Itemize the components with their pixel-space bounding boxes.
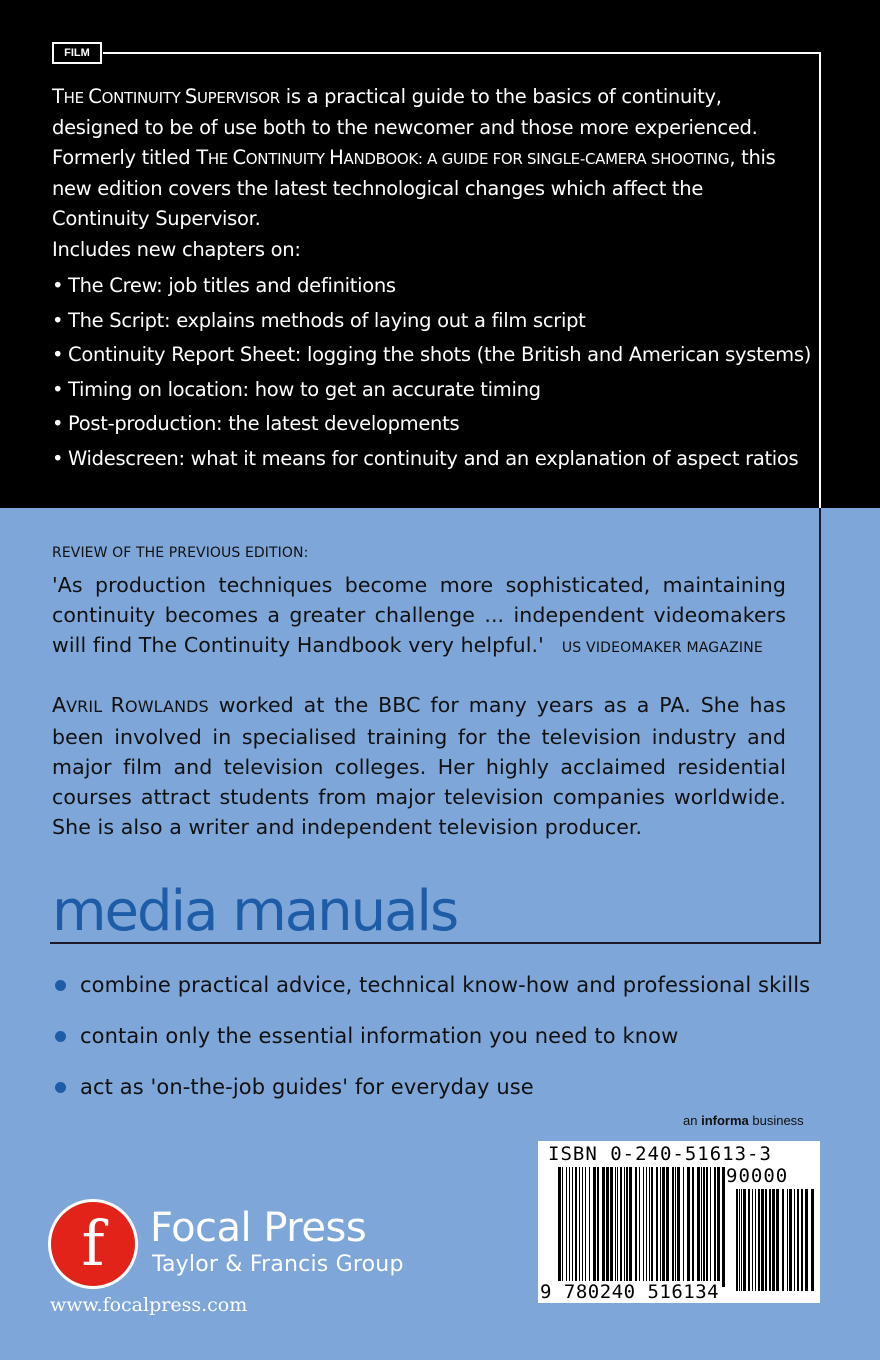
barcode-bar: [772, 1189, 775, 1291]
title-smallcaps: ONTINUITY: [101, 89, 185, 107]
author-bio: [52, 690, 786, 842]
barcode-bar: [629, 1167, 632, 1281]
review-quote: [52, 570, 786, 663]
feature-text: combine practical advice, technical know-how and professional skills: [80, 973, 811, 997]
bio-text: worked at the BBC for many years as a PA. She has been involved in specialised training for the television industry and major film and television colleges. Her highly acclaimed residential courses attract students from major television companies worldwide. She is also a writer and independent television producer.: [52, 693, 787, 839]
focal-press-logo-icon: [48, 1199, 138, 1289]
barcode-bar: [582, 1167, 583, 1281]
barcode-bar: [620, 1167, 622, 1281]
author-name-char: A: [52, 693, 67, 717]
chapter-text: The Script: explains methods of laying out a film script: [68, 308, 586, 332]
feature-text: contain only the essential information you need to know: [80, 1024, 679, 1048]
barcode-bar: [672, 1167, 674, 1281]
former-title-smallcaps: ONTINUITY: [245, 150, 330, 168]
publisher-url: www.focalpress.com: [50, 1294, 248, 1316]
bullet-icon: •: [52, 343, 64, 367]
title-char: S: [184, 85, 197, 108]
author-name-smallcaps: OWLANDS: [125, 697, 209, 716]
barcode-bar: [797, 1189, 799, 1291]
barcode-bar: [765, 1189, 767, 1291]
frame-right-line: [819, 52, 821, 508]
former-title-char: C: [232, 146, 246, 169]
barcode-bar: [643, 1167, 644, 1281]
list-item: [52, 339, 811, 374]
barcode-bar: [794, 1189, 795, 1291]
barcode-bar: [615, 1167, 616, 1281]
title-smallcaps: UPERVISOR: [197, 89, 280, 107]
author-name-char: R: [110, 693, 126, 717]
barcode-bar: [569, 1167, 570, 1281]
quote-text: 'As production techniques become more sophisticated, maintaining continuity becomes a greater challenge ... independent videomakers will find The Continuity Handbook very helpful.': [52, 573, 786, 657]
list-item: [52, 305, 811, 340]
barcode-bar: [758, 1189, 760, 1291]
chapter-text: Continuity Report Sheet: logging the shots (the British and American systems): [68, 343, 812, 367]
barcode-bar: [752, 1189, 753, 1291]
barcode-bar: [566, 1167, 567, 1281]
author-name-smallcaps: VRIL: [66, 697, 111, 716]
barcode-bar: [776, 1189, 779, 1291]
barcode-bar: [589, 1167, 590, 1281]
bullet-icon: [55, 1082, 66, 1093]
barcode-bar: [651, 1167, 653, 1281]
barcode-bar: [597, 1167, 599, 1281]
chapter-text: Timing on location: how to get an accurate timing: [68, 377, 541, 401]
features-list: [52, 968, 810, 1121]
barcode-bar: [739, 1189, 740, 1291]
barcode-bar: [706, 1167, 708, 1281]
publisher-group: Taylor & Francis Group: [152, 1252, 404, 1277]
feature-text: act as 'on-the-job guides' for everyday use: [80, 1075, 534, 1099]
bullet-icon: •: [52, 446, 64, 470]
intro-text: is a practical guide to the basics of continuity, designed to be of use both to the newcomer and those more experienced. Formerly titled: [52, 85, 758, 169]
barcode-bar: [675, 1167, 676, 1281]
barcode-bar: [683, 1167, 684, 1281]
barcode-bar: [610, 1167, 613, 1281]
chapter-text: Widescreen: what it means for continuity and an explanation of aspect ratios: [68, 446, 799, 470]
list-item: [52, 408, 811, 443]
barcode-bar: [646, 1167, 647, 1281]
intro-text: , this new edition covers the latest technological changes which affect the Continuity Supervisor.: [52, 146, 776, 230]
barcode-bar: [811, 1189, 814, 1291]
barcode-bar: [635, 1167, 637, 1281]
barcode-bar: [805, 1189, 808, 1291]
list-item: [52, 1019, 810, 1070]
chapters-list: [52, 270, 811, 478]
former-title-subtitle: : A GUIDE FOR SINGLE-CAMERA SHOOTING: [417, 150, 730, 168]
former-title-char: H: [329, 146, 344, 169]
barcode-bar: [741, 1189, 742, 1291]
barcode-bar: [710, 1167, 711, 1281]
bullet-icon: [55, 980, 66, 991]
ean-number: 9 780240 516134: [540, 1281, 722, 1303]
barcode-bar: [666, 1167, 669, 1281]
former-title-char: T: [196, 146, 208, 169]
list-item: [52, 374, 811, 409]
barcode-bar: [562, 1167, 563, 1287]
barcode-bar: [692, 1167, 694, 1281]
barcode-bar: [660, 1167, 661, 1281]
barcode-bar: [789, 1189, 792, 1291]
barcode-bar: [662, 1167, 665, 1281]
barcode-bar: [639, 1167, 640, 1281]
barcode-bar: [649, 1167, 650, 1281]
bullet-icon: •: [52, 274, 64, 297]
barcode-bar: [722, 1167, 725, 1287]
former-title-smallcaps: HE: [207, 150, 233, 168]
isbn-text: ISBN 0-240-51613-3: [548, 1143, 772, 1165]
bullet-icon: •: [52, 377, 64, 401]
price-code: 90000: [726, 1165, 789, 1187]
informa-tagline: [683, 1113, 804, 1128]
barcode-bar: [677, 1167, 680, 1281]
barcode-bar: [626, 1167, 628, 1281]
bullet-icon: •: [52, 412, 64, 436]
barcode-bar: [717, 1167, 720, 1281]
barcode-bar: [575, 1167, 577, 1281]
barcode-bar: [701, 1167, 702, 1281]
barcode-bar: [755, 1189, 756, 1291]
informa-brand: informa: [701, 1113, 749, 1128]
category-tag: FILM: [52, 42, 102, 64]
barcode-bar: [801, 1189, 803, 1291]
barcode-bar: [606, 1167, 609, 1281]
barcode-bar: [585, 1167, 586, 1281]
barcode-bar: [714, 1167, 716, 1281]
barcode-bar: [761, 1189, 764, 1291]
chapter-text: Post-production: the latest developments: [68, 412, 460, 436]
barcode-bar: [558, 1167, 561, 1287]
logo-letter: f: [81, 1207, 105, 1280]
list-item: [52, 968, 810, 1019]
intro-paragraph: [52, 82, 792, 234]
review-label: REVIEW OF THE PREVIOUS EDITION:: [52, 545, 309, 561]
series-title: media manuals: [52, 879, 458, 944]
informa-suffix: business: [748, 1113, 804, 1128]
title-char: T: [52, 85, 64, 108]
frame-right-line-lower: [819, 508, 821, 944]
barcode-bar: [787, 1189, 788, 1291]
barcode-bar: [703, 1167, 705, 1281]
barcode-bar: [769, 1189, 771, 1291]
barcode-bar: [602, 1167, 605, 1281]
barcode-bar: [782, 1189, 784, 1291]
barcode-bar: [579, 1167, 580, 1281]
list-item: [52, 270, 811, 305]
former-title-smallcaps: ANDBOOK: [343, 150, 418, 168]
frame-top-line: [103, 52, 821, 54]
barcode-bar: [687, 1167, 690, 1281]
barcode-bar: [743, 1189, 746, 1291]
barcode-bar: [656, 1167, 658, 1281]
title-char: C: [88, 85, 102, 108]
barcode-bar: [617, 1167, 618, 1281]
barcode-bar: [624, 1167, 625, 1281]
bullet-icon: [55, 1031, 66, 1042]
chapters-heading: Includes new chapters on:: [52, 238, 301, 261]
list-item: [52, 443, 811, 478]
bullet-icon: •: [52, 308, 64, 332]
barcode: [538, 1141, 820, 1303]
review-source: US VIDEOMAKER MAGAZINE: [561, 640, 763, 656]
barcode-bar: [572, 1167, 573, 1281]
title-smallcaps: HE: [63, 89, 89, 107]
publisher-name: Focal Press: [150, 1205, 367, 1251]
informa-prefix: an: [683, 1113, 702, 1128]
barcode-bar: [748, 1189, 750, 1291]
barcode-bar: [593, 1167, 596, 1281]
barcode-bar: [736, 1189, 738, 1291]
barcode-bar: [697, 1167, 700, 1281]
chapter-text: The Crew: job titles and definitions: [68, 274, 396, 297]
